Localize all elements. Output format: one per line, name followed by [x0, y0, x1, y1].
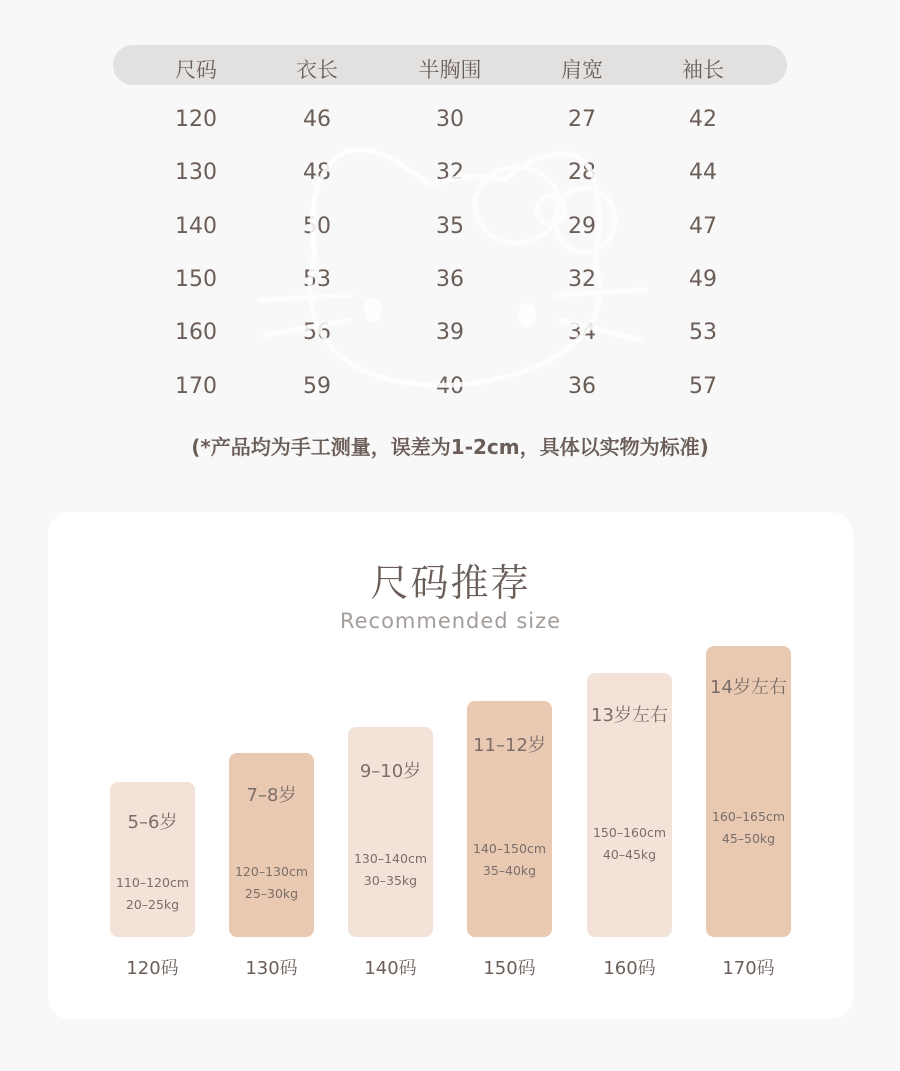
bar-size-label: 140码	[364, 958, 417, 979]
bar-height: 110–120cm	[115, 875, 190, 890]
table-cell: 47	[689, 214, 717, 239]
bar-age: 7–8岁	[246, 785, 297, 806]
table-cell: 49	[689, 267, 717, 292]
bar-age: 14岁左右	[710, 677, 787, 698]
table-cell: 30	[436, 107, 464, 132]
table-cell: 28	[568, 160, 596, 185]
size-bar-140	[348, 727, 433, 937]
header-sleeve: 袖长	[682, 58, 724, 82]
table-cell: 36	[568, 374, 596, 399]
table-cell: 44	[689, 160, 717, 185]
measurement-note: (*产品均为手工测量，误差为1-2cm，具体以实物为标准)	[191, 435, 709, 459]
size-bar-120	[110, 782, 195, 937]
bar-age: 11–12岁	[473, 735, 546, 756]
bar-weight: 30–35kg	[363, 873, 418, 888]
table-cell: 50	[303, 214, 331, 239]
table-cell: 27	[568, 107, 596, 132]
header-shoulder: 肩宽	[561, 58, 603, 82]
bar-spec	[706, 806, 791, 850]
bar-size-label: 130码	[245, 958, 298, 979]
bar-spec	[587, 822, 672, 866]
bar-size-label: 150码	[483, 958, 536, 979]
table-cell: 150	[175, 267, 217, 292]
size-table-header	[113, 45, 787, 85]
bar-spec	[467, 838, 552, 882]
bar-height: 120–130cm	[234, 864, 309, 879]
table-cell: 57	[689, 374, 717, 399]
bar-height: 160–165cm	[711, 809, 786, 824]
recommend-card	[48, 512, 853, 1019]
table-row	[113, 214, 787, 244]
size-bar-160	[587, 673, 672, 937]
table-row	[113, 267, 787, 297]
table-cell: 46	[303, 107, 331, 132]
table-row	[113, 107, 787, 137]
bar-weight: 45–50kg	[721, 831, 776, 846]
table-cell: 120	[175, 107, 217, 132]
bar-age: 13岁左右	[591, 705, 668, 726]
table-cell: 32	[568, 267, 596, 292]
table-cell: 34	[568, 320, 596, 345]
table-row	[113, 320, 787, 350]
size-table	[113, 45, 787, 399]
bar-size-label: 120码	[126, 958, 179, 979]
bar-size-label: 170码	[722, 958, 775, 979]
table-cell: 53	[303, 267, 331, 292]
bar-weight: 40–45kg	[602, 847, 657, 862]
table-cell: 160	[175, 320, 217, 345]
size-bar-130	[229, 753, 314, 937]
table-cell: 39	[436, 320, 464, 345]
table-cell: 170	[175, 374, 217, 399]
bar-weight: 35–40kg	[482, 863, 537, 878]
bar-age: 9–10岁	[359, 761, 422, 782]
table-cell: 130	[175, 160, 217, 185]
header-length: 衣长	[296, 58, 338, 82]
bar-size-label: 160码	[603, 958, 656, 979]
bar-spec	[229, 861, 314, 905]
table-cell: 40	[436, 374, 464, 399]
recommend-title: 尺码推荐	[370, 561, 531, 605]
table-cell: 140	[175, 214, 217, 239]
table-cell: 35	[436, 214, 464, 239]
bar-height: 150–160cm	[592, 825, 667, 840]
size-bar-170	[706, 646, 791, 937]
table-cell: 59	[303, 374, 331, 399]
bar-height: 140–150cm	[472, 841, 547, 856]
bar-spec	[348, 848, 433, 892]
table-cell: 32	[436, 160, 464, 185]
header-chest: 半胸围	[418, 58, 482, 82]
table-cell: 53	[689, 320, 717, 345]
bar-weight: 25–30kg	[244, 886, 299, 901]
bar-age: 5–6岁	[127, 812, 178, 833]
header-size: 尺码	[175, 58, 217, 82]
table-cell: 48	[303, 160, 331, 185]
size-bar-150	[467, 701, 552, 937]
table-cell: 56	[303, 320, 331, 345]
bar-height: 130–140cm	[353, 851, 428, 866]
bar-spec	[110, 872, 195, 916]
table-row	[113, 160, 787, 190]
table-cell: 36	[436, 267, 464, 292]
table-cell: 42	[689, 107, 717, 132]
table-row	[113, 374, 787, 404]
bar-weight: 20–25kg	[125, 897, 180, 912]
table-cell: 29	[568, 214, 596, 239]
recommend-subtitle: Recommended size	[339, 609, 562, 633]
